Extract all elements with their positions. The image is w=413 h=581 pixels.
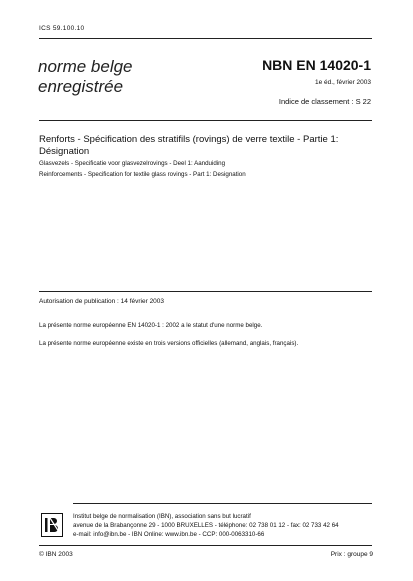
standard-code: NBN EN 14020-1 — [262, 57, 371, 73]
status-paragraph: La présente norme européenne EN 14020-1 : 2002 a le statut d'une norme belge. — [39, 322, 263, 329]
price-group: Prix : groupe 9 — [330, 551, 373, 558]
ibn-address-line3: e-mail: info@ibn.be - IBN Online: www.ibn.be - CCP: 000-0063310-66 — [73, 531, 265, 538]
mid-rule — [39, 291, 372, 292]
ics-code: ICS 59.100.10 — [39, 25, 85, 32]
edition-date: 1e éd., février 2003 — [314, 79, 371, 86]
document-title-nl: Glasvezels - Specificatie voor glasvezelrovings - Deel 1: Aanduiding — [39, 160, 226, 167]
footer-rule — [39, 545, 372, 546]
header-rule — [39, 120, 372, 121]
enregistree-title: enregistrée — [38, 77, 124, 96]
top-rule — [39, 38, 372, 39]
ibn-address-line1: Institut belge de normalisation (IBN), association sans but lucratif — [73, 513, 251, 520]
ibn-address-line2: avenue de la Brabançonne 29 - 1000 BRUXELLES - téléphone: 02 738 01 12 - fax: 02 733 42 64 — [73, 522, 339, 529]
document-title-en: Reinforcements - Specification for textile glass rovings - Part 1: Designation — [39, 171, 246, 178]
document-title-fr: Renforts - Spécification des stratifils (rovings) de verre textile - Partie 1: Désignation — [39, 134, 339, 157]
copyright: © IBN 2003 — [39, 551, 73, 558]
classement-index: Indice de classement : S 22 — [278, 97, 371, 106]
versions-paragraph: La présente norme européenne existe en trois versions officielles (allemand, anglais, français). — [39, 340, 299, 347]
ibn-rule — [73, 503, 372, 504]
norme-belge-title: norme belge — [38, 57, 133, 76]
ibn-logo-icon — [41, 513, 63, 537]
publication-authorisation: Autorisation de publication : 14 février 2003 — [39, 298, 165, 305]
